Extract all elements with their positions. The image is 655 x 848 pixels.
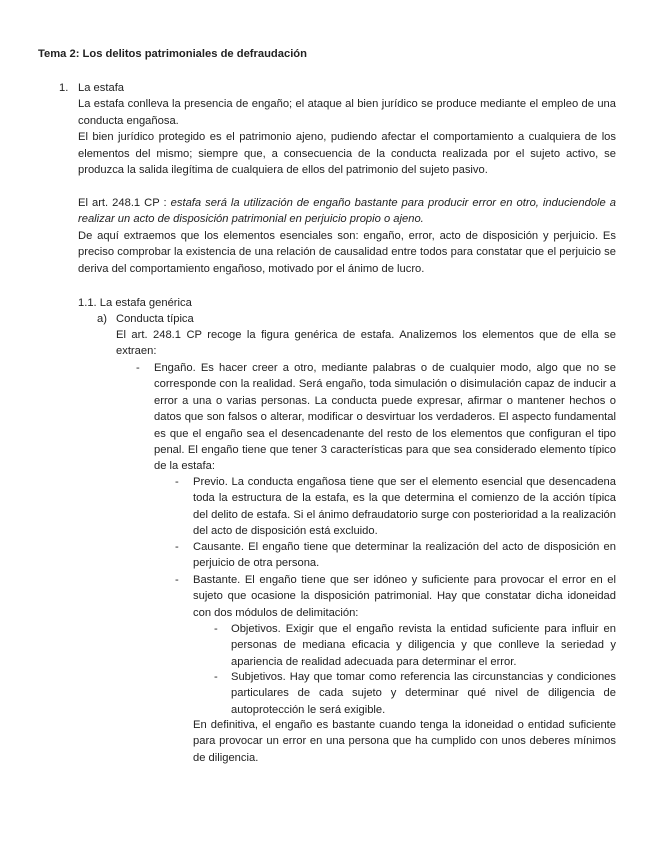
list-item-subjetivos: Subjetivos. Hay que tomar como referencia las circunstancias y condiciones particulares de cada sujeto y determinar qué nivel de diligencia de autoprotección le será exigible. bbox=[231, 671, 616, 716]
list-dash: - bbox=[214, 671, 218, 683]
article-definition bbox=[78, 195, 616, 277]
list-item-previo: Previo. La conducta engañosa tiene que ser el elemento esencial que desencadena toda la estructura de la estafa, es la que determina el comienzo de la acción típica del delito de estafa. Si el ánimo defraudatorio surge con posterioridad a la realización del acto de disposición está excluido. bbox=[193, 476, 616, 538]
conclusion-paragraph: En definitiva, el engaño es bastante cuando tenga la idoneidad o entidad suficiente para provocar un error en una persona que ha cumplido con unos deberes mínimos de diligencia. bbox=[193, 719, 616, 764]
list-dash: - bbox=[136, 362, 140, 374]
section-heading: La estafa bbox=[78, 82, 125, 94]
paragraph: La estafa conlleva la presencia de engaño; el ataque al bien jurídico se produce mediante el empleo de una conducta engañosa. bbox=[78, 98, 616, 127]
list-dash: - bbox=[214, 623, 218, 635]
list-dash: - bbox=[175, 476, 179, 488]
list-item-causante: Causante. El engaño tiene que determinar la realización del acto de disposición en perjuicio de otra persona. bbox=[193, 541, 616, 570]
list-item-engano: Engaño. Es hacer creer a otro, mediante palabras o de cualquier modo, algo que no se corresponde con la realidad. Será engaño, toda simulación o disimulación capaz de inducir a error a una o varias personas. La conducta puede expresar, afirmar o mantener hechos o datos que son falsos o alterar, modificar o desvirtuar los verdaderos. El aspecto fundamental es que el engaño sea el desencadenante del resto de los elementos que configuran el tipo penal. El engaño tiene que tener 3 características para que sea considerado elemento típico de la estafa: bbox=[154, 362, 616, 473]
subsection-a-heading: Conducta típica bbox=[116, 313, 194, 325]
list-dash: - bbox=[175, 541, 179, 553]
section-la-estafa bbox=[78, 80, 616, 178]
list-item-bastante: Bastante. El engaño tiene que ser idóneo y suficiente para provocar el error en el sujeto que ocasione la disposición patrimonial. Hay que constatar dicha idoneidad con dos módulos de delimitación: bbox=[193, 574, 616, 619]
article-quote: estafa será la utilización de engaño bastante para producir error en otro, induciendole a realizar un acto de disposición patrimonial en perjuicio propio o ajeno. bbox=[78, 197, 616, 226]
document-title: Tema 2: Los delitos patrimoniales de defraudación bbox=[38, 48, 307, 60]
paragraph bbox=[78, 195, 616, 228]
paragraph: El bien jurídico protegido es el patrimonio ajeno, pudiendo afectar el comportamiento a cualquiera de los elementos del mismo; siempre que, a consecuencia de la conducta realizada por el sujeto activo, se produzca la salida ilegítima de cualquiera de ellos del patrimonio del sujeto pasivo. bbox=[78, 131, 616, 177]
subsection-heading: 1.1. La estafa genérica bbox=[78, 297, 192, 309]
section-number: 1. bbox=[59, 82, 69, 94]
paragraph: De aquí extraemos que los elementos esenciales son: engaño, error, acto de disposición y perjuicio. Es preciso comprobar la existencia de una relación de causalidad entre todos para constatar que el perjuicio se deriva del comportamiento engañoso, motivado por el ánimo de lucro. bbox=[78, 229, 616, 275]
paragraph: El art. 248.1 CP recoge la figura genérica de estafa. Analizemos los elementos que de ella se extraen: bbox=[116, 329, 616, 358]
article-reference: El art. 248.1 CP : bbox=[78, 197, 171, 209]
list-item-objetivos: Objetivos. Exigir que el engaño revista la entidad suficiente para influir en personas de mediana eficacia y diligencia y que conlleve la seriedad y apariencia de realidad adecuada para determinar el error. bbox=[231, 623, 616, 668]
list-dash: - bbox=[175, 574, 179, 586]
list-marker: a) bbox=[97, 313, 107, 325]
